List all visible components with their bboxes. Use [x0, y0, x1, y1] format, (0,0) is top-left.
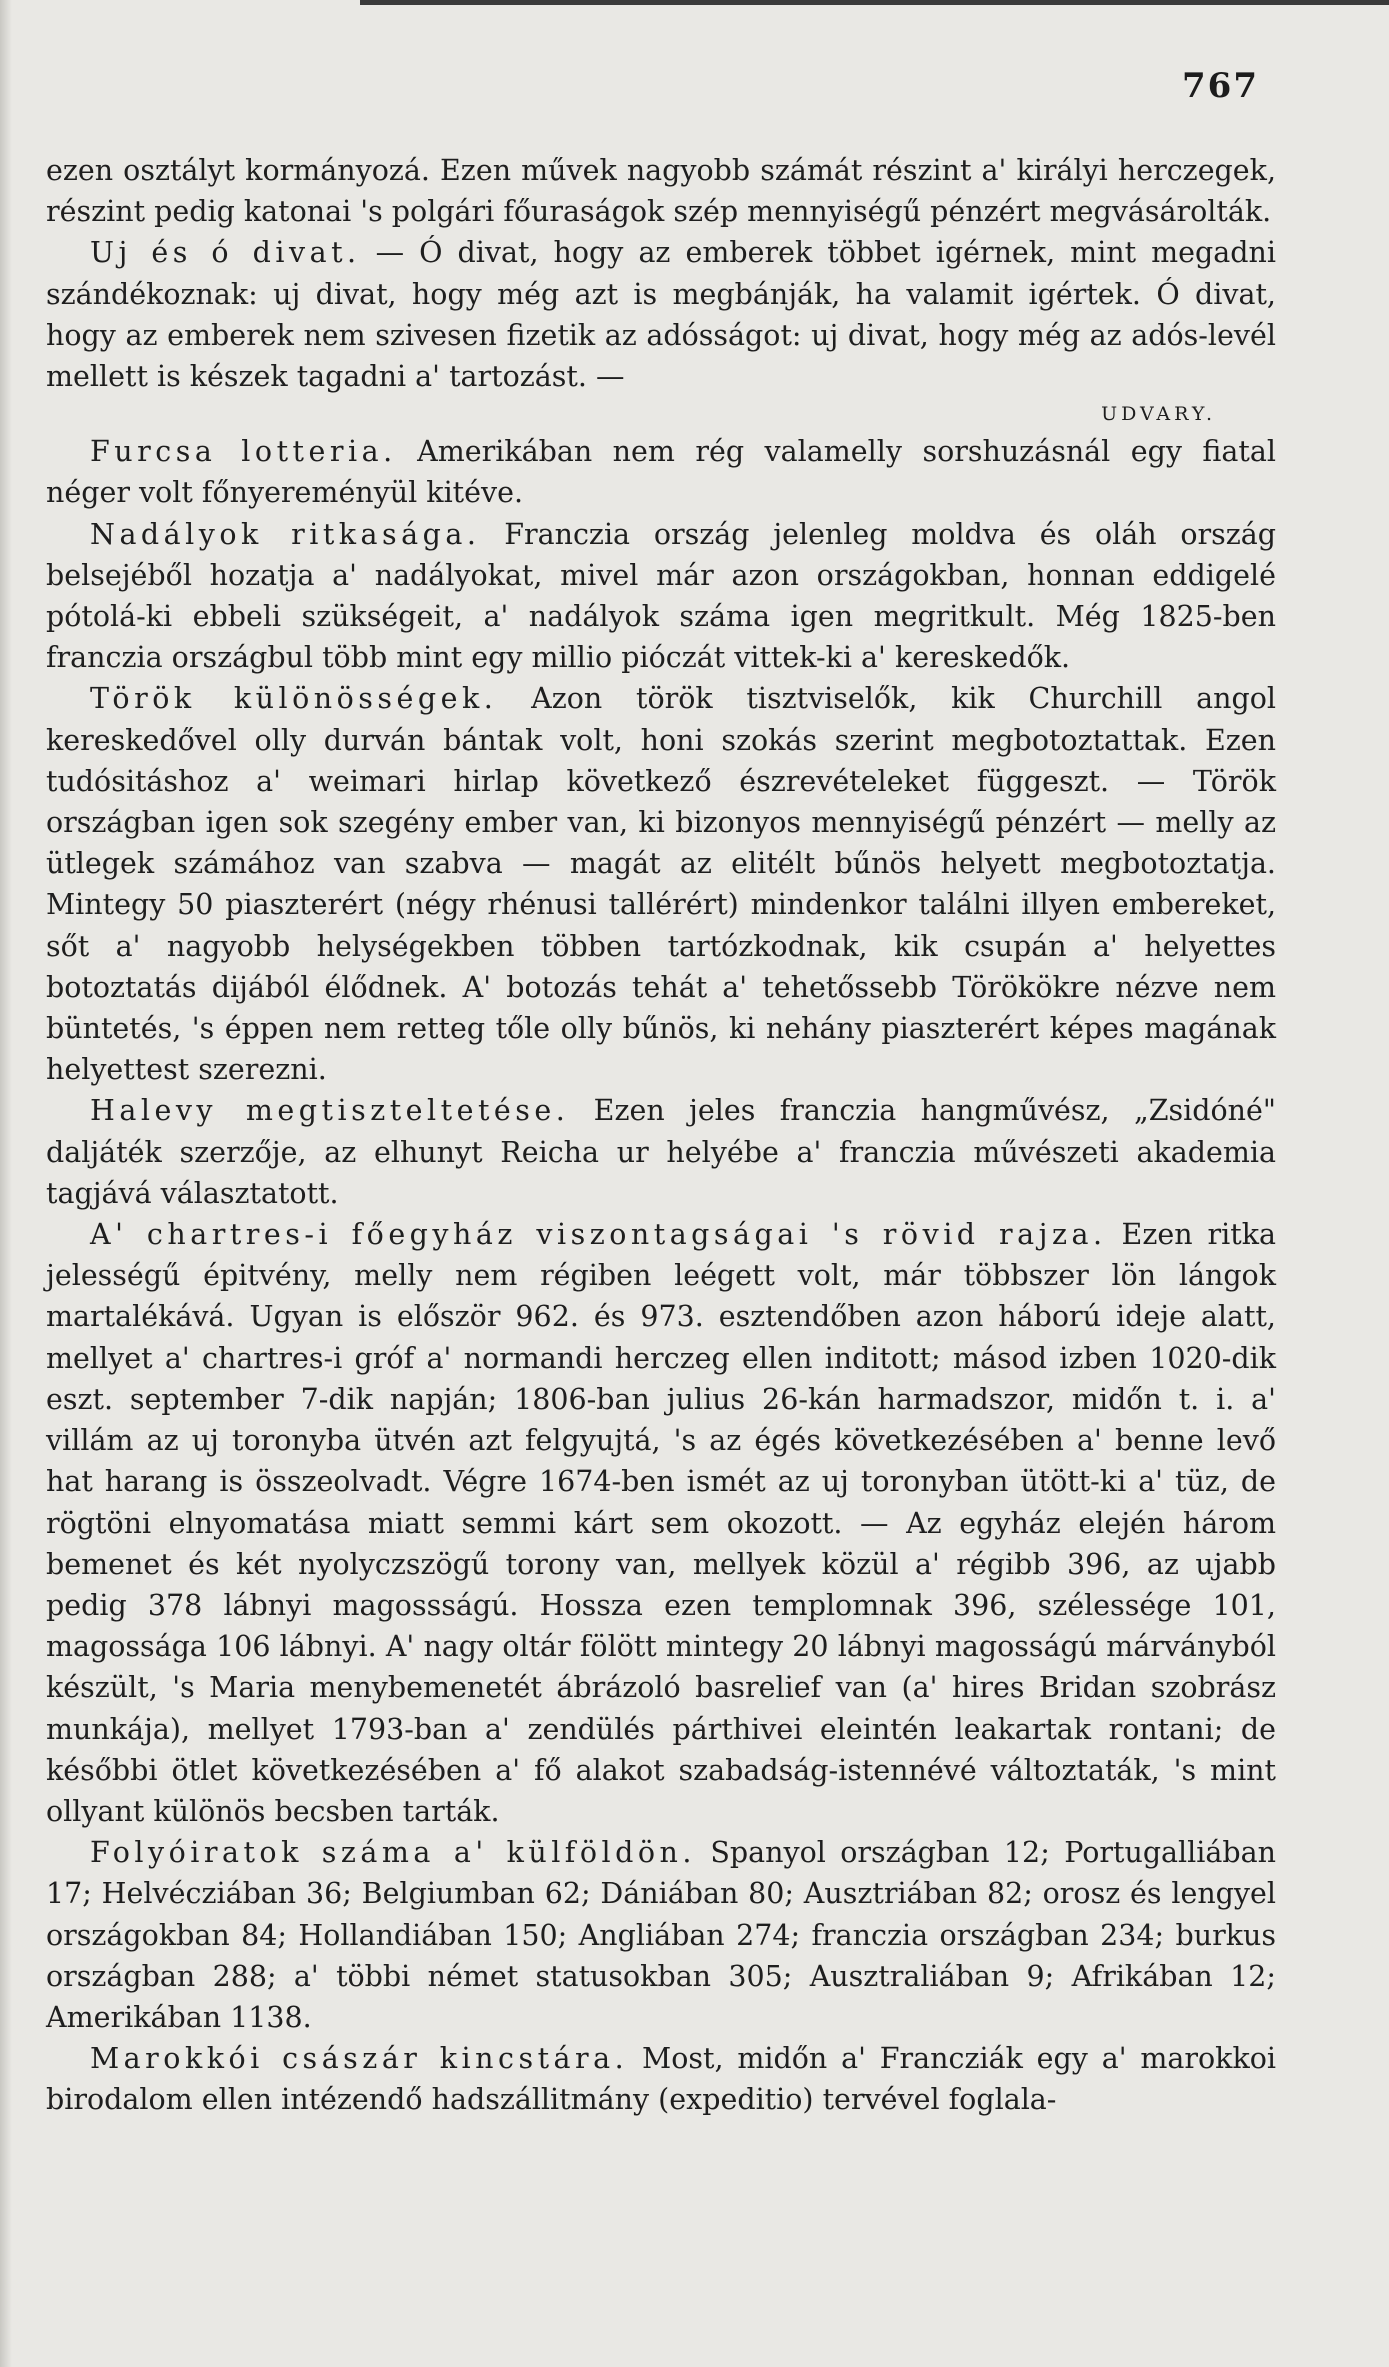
paragraph-text: Most, midőn a' Francziák egy a' marokkoi birodalom ellen intézendő hadszállitmány (expeditio) tervével foglala- — [46, 2042, 1276, 2117]
paragraph-turkish — [46, 678, 1276, 1090]
paragraph-halevy — [46, 1090, 1276, 1214]
paragraph-text: Azon török tisztviselők, kik Churchill angol kereskedővel olly durván bántak volt, honi szokás szerint megbotoztattak. Ezen tudósitáshoz a' weimari hirlap következő észrevételeket függeszt. — Török országban igen sok szegény ember van, ki bizonyos mennyiségű pénzért — melly az ütlegek számához van szabva — magát az elitélt bűnös helyett megbotoztatja. Mintegy 50 piaszterért (négy rhénusi tallérért) mindenkor találni illyen embereket, sőt a' nagyobb helységekben többen tartózkodnak, kik csupán a' helyettes botoztatás dijából élődnek. A' botozás tehát a' tehetőssebb Törökökre nézve nem büntetés, 's éppen nem retteg tőle olly bűnös, ki nehány piaszterért képes magának helyettest szerezni. — [46, 682, 1276, 1087]
top-rule — [360, 0, 1389, 5]
paragraph-heading: A' chartres-i főegyház viszontagságai 's rövid rajza. — [90, 1218, 1107, 1252]
paragraph-text: Ezen jeles franczia hangművész, „Zsidóné" daljáték szerzője, az elhunyt Reicha ur helyébe a' franczia művészeti akademia tagjává választatott. — [46, 1094, 1276, 1210]
paragraph-text: — Ó divat, hogy az emberek többet igérnek, mint megadni szándékoznak: uj divat, hogy még azt is megbánják, ha valamit igértek. Ó divat, hogy az emberek nem szivesen fizetik az adósságot: uj divat, hogy még az adós-levél mellett is készek tagadni a' tartozást. — — [46, 236, 1276, 394]
paragraph-chartres — [46, 1214, 1276, 1832]
paragraph-heading: Furcsa lotteria. — [90, 435, 397, 469]
paragraph-leeches — [46, 514, 1276, 679]
paragraph-text: Franczia ország jelenleg moldva és oláh ország belsejéből hozatja a' nadályokat, mivel már azon országokban, honnan eddigelé pótolá-ki ebbeli szükségeit, a' nadályok száma igen megritkult. Még 1825-ben franczia országbul több mint egy millio pióczát vittek-ki a' kereskedők. — [46, 517, 1277, 675]
page-number: 767 — [1182, 66, 1259, 106]
paragraph-heading: Török különösségek. — [90, 682, 498, 716]
page-edge-shadow — [0, 0, 12, 2367]
paragraph-continuation — [46, 150, 1276, 232]
author-signature: UDVARY. — [1101, 403, 1216, 426]
paragraph-morocco — [46, 2038, 1276, 2120]
paragraph-heading: Halevy megtiszteltetése. — [90, 1094, 570, 1128]
paragraph-periodicals — [46, 1832, 1276, 2038]
paragraph-fashion — [46, 232, 1276, 397]
paragraph-text: Amerikában nem rég valamelly sorshuzásnál egy fiatal néger volt főnyereményül kitéve. — [46, 435, 1276, 510]
paragraph-heading: Folyóiratok száma a' külföldön. — [90, 1836, 696, 1870]
article-body — [46, 150, 1276, 2121]
paragraph-heading: Marokkói császár kincstára. — [90, 2042, 629, 2076]
paragraph-lottery — [46, 431, 1276, 513]
paragraph-heading: Nadályok ritkasága. — [90, 517, 481, 551]
paragraph-heading: Uj és ó divat. — [90, 236, 361, 270]
paragraph-text: Ezen ritka jelességű épitvény, melly nem régiben leégett volt, már többszer lön lángok martalékává. Ugyan is először 962. és 973. esztendőben azon háború ideje alatt, mellyet a' chartres-i gróf a' normandi herczeg ellen inditott; másod izben 1020-dik eszt. september 7-dik napján; 1806-ban julius 26-kán harmadszor, midőn t. i. a' villám az uj toronyba ütvén azt felgyujtá, 's az égés következésében a' benne levő hat harang is összeolvadt. Végre 1674-ben ismét az uj toronyban ütött-ki a' tüz, de rögtöni elnyomatása miatt semmi kárt sem okozott. — Az egyház elején három bemenet és két nyolyczszögű torony van, mellyek közül a' régibb 396, az ujabb pedig 378 lábnyi magossságú. Hossza ezen templomnak 396, szélessége 101, magossága 106 lábnyi. A' nagy oltár fölött mintegy 20 lábnyi magosságú márványból készült, 's Maria menybemenetét ábrázoló basrelief van (a' hires Bridan szobrász munkája), mellyet 1793-ban a' zendülés párthivei eleintén leakartak rontani; de későbbi ötlet következésében a' fő alakot szabadság-istennévé változtaták, 's mint ollyant különös becsben tarták. — [46, 1218, 1276, 1828]
paragraph-text: Spanyol országban 12; Portugalliában 17; Helvécziában 36; Belgiumban 62; Dániában 80; Ausztriában 82; orosz és lengyel országokban 84; Hollandiában 150; Angliában 274; franczia országban 234; burkus országban 288; a' többi német statusokban 305; Ausztraliában 9; Afrikában 12; Amerikában 1138. — [46, 1836, 1276, 2034]
paragraph-text: ezen osztályt kormányozá. Ezen művek nagyobb számát részint a' királyi herczegek, részint pedig katonai 's polgári főuraságok szép mennyiségű pénzért megvásárolták. — [46, 154, 1276, 229]
